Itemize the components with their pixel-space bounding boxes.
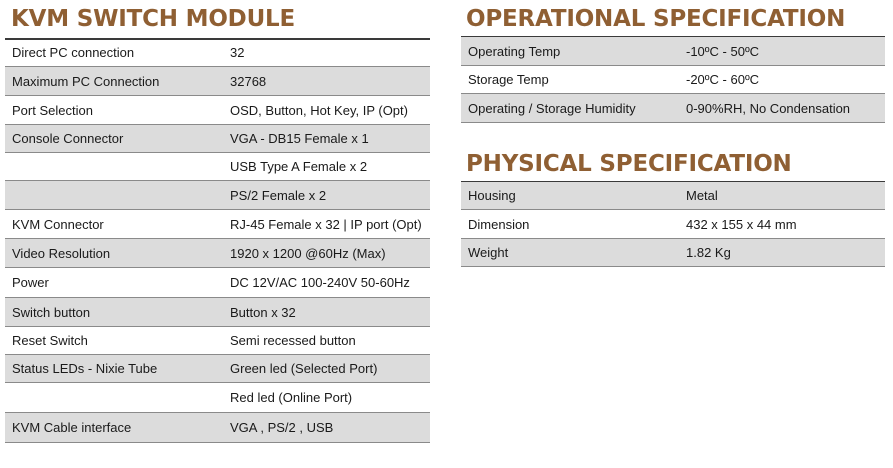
spec-key: Operating Temp <box>468 43 561 59</box>
spec-row <box>5 96 430 125</box>
spec-value: Red led (Online Port) <box>230 390 353 405</box>
physical-section-title: PHYSICAL SPECIFICATION <box>466 151 792 177</box>
spec-row <box>461 94 885 123</box>
spec-row <box>5 67 430 96</box>
spec-key: KVM Cable interface <box>12 420 132 435</box>
spec-value: VGA - DB15 Female x 1 <box>230 131 369 146</box>
spec-row <box>5 355 430 383</box>
spec-row <box>461 182 885 210</box>
spec-value: OSD, Button, Hot Key, IP (Opt) <box>230 102 408 118</box>
spec-key: Housing <box>468 188 516 203</box>
spec-row <box>5 298 430 327</box>
spec-key: Port Selection <box>12 102 93 118</box>
spec-row <box>5 125 430 153</box>
spec-value: USB Type A Female x 2 <box>230 159 368 174</box>
spec-value: Button x 32 <box>230 304 296 320</box>
spec-row <box>5 239 430 268</box>
spec-row <box>461 210 885 239</box>
spec-value: -20ºC - 60ºC <box>686 72 760 87</box>
spec-row <box>5 39 430 67</box>
spec-value: 432 x 155 x 44 mm <box>686 216 797 232</box>
spec-row <box>5 413 430 443</box>
spec-value: RJ-45 Female x 32 | IP port (Opt) <box>230 216 422 232</box>
spec-key: Video Resolution <box>12 245 111 261</box>
spec-value: 1920 x 1200 @60Hz (Max) <box>230 245 386 261</box>
spec-value: 1.82 Kg <box>686 245 731 260</box>
spec-row <box>5 210 430 239</box>
spec-row <box>461 239 885 267</box>
spec-key: Reset Switch <box>12 333 88 348</box>
spec-key: KVM Connector <box>12 216 104 232</box>
spec-key: Direct PC connection <box>12 45 135 60</box>
spec-value: Green led (Selected Port) <box>230 361 378 376</box>
spec-key: Power <box>12 275 49 290</box>
spec-key: Console Connector <box>12 131 124 146</box>
spec-key: Maximum PC Connection <box>12 73 160 89</box>
spec-key: Switch button <box>12 304 91 320</box>
operational-specification-section <box>461 0 885 130</box>
spec-value: 32 <box>230 45 245 60</box>
spec-key: Storage Temp <box>468 72 549 87</box>
spec-key: Weight <box>468 245 509 260</box>
spec-key: Status LEDs - Nixie Tube <box>12 361 158 376</box>
kvm-switch-module-section <box>5 0 430 468</box>
spec-value: VGA , PS/2 , USB <box>230 420 334 435</box>
spec-value: 0-90%RH, No Condensation <box>686 100 851 116</box>
spec-row <box>461 37 885 66</box>
spec-row <box>5 153 430 181</box>
spec-key: Operating / Storage Humidity <box>468 100 636 116</box>
kvm-section-title: KVM SWITCH MODULE <box>11 6 296 32</box>
spec-value: PS/2 Female x 2 <box>230 187 327 203</box>
spec-value: DC 12V/AC 100-240V 50-60Hz <box>230 275 410 290</box>
spec-value: 32768 <box>230 73 267 89</box>
spec-row <box>5 268 430 298</box>
physical-specification-section <box>461 145 885 275</box>
operational-section-title: OPERATIONAL SPECIFICATION <box>466 6 846 32</box>
spec-row <box>5 327 430 355</box>
spec-key: Dimension <box>468 216 530 232</box>
spec-value: -10ºC - 50ºC <box>686 43 760 59</box>
spec-value: Metal <box>686 188 718 203</box>
spec-row <box>5 383 430 413</box>
spec-value: Semi recessed button <box>230 333 356 348</box>
spec-row <box>461 66 885 94</box>
spec-row <box>5 181 430 210</box>
